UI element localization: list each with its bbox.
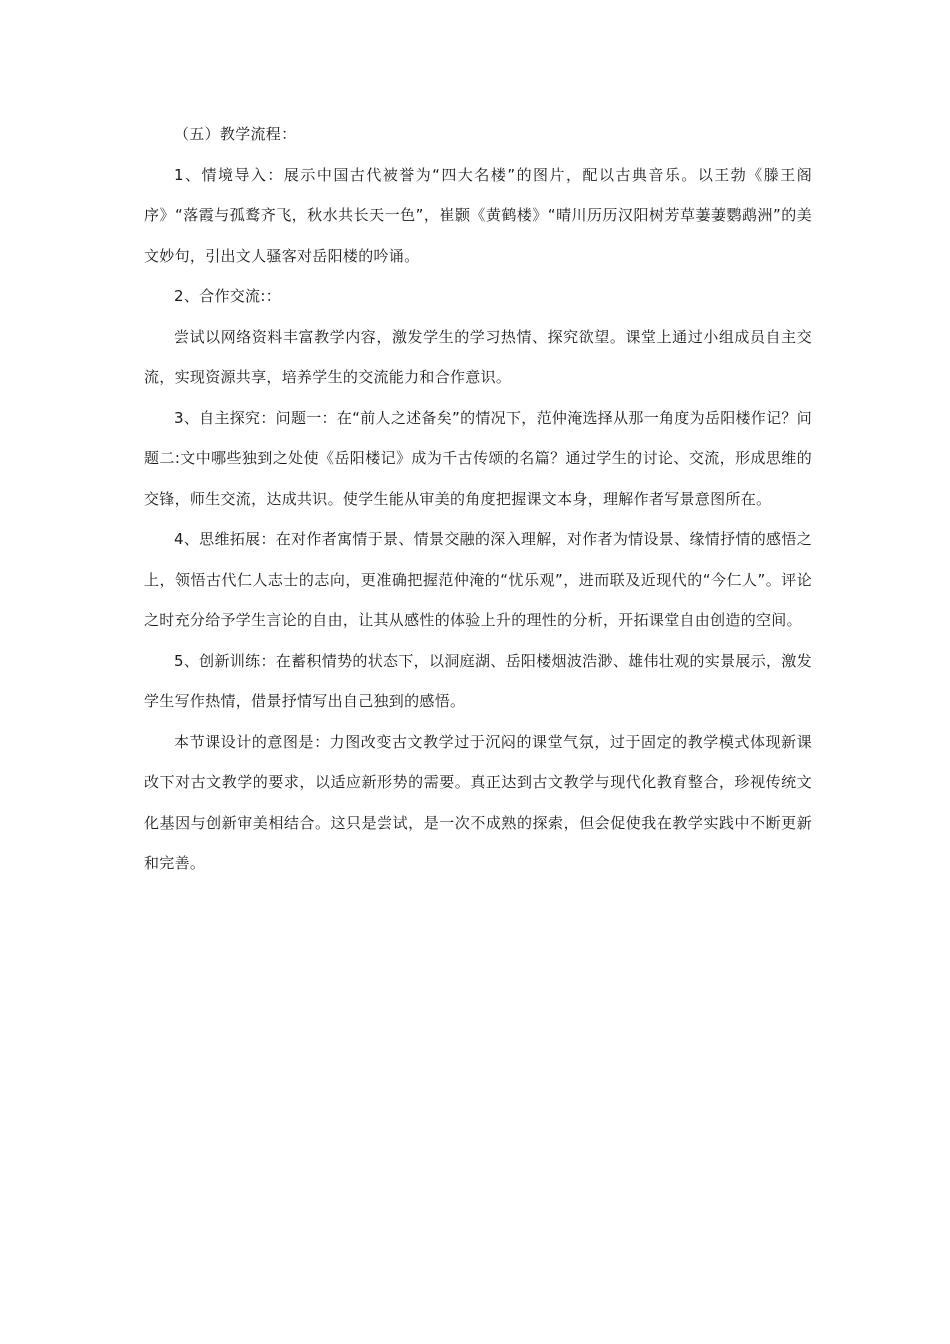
document-body (144, 114, 812, 884)
paragraph-innovation-training: 5、创新训练：在蓄积情势的状态下，以洞庭湖、岳阳楼烟波浩渺、雄伟壮观的实景展示，激发学生写作热情，借景抒情写出自己独到的感悟。 (144, 651, 812, 710)
paragraph-thinking-extension: 4、思维拓展：在对作者寓情于景、情景交融的深入理解，对作者为情设景、缘情抒情的感悟之上，领悟古代仁人志士的志向，更准确把握范仲淹的“忧乐观”，进而联及近现代的“今仁人”。评论之时充分给予学生言论的自由，让其从感性的体验上升的理性的分析，开拓课堂自由创造的空间。 (144, 530, 812, 629)
paragraph-cooperation-heading: 2、合作交流:： (174, 287, 281, 305)
paragraph-scenario-intro: 1、情境导入：展示中国古代被誉为“四大名楼”的图片，配以古典音乐。以王勃《滕王阁序》“落霞与孤鹜齐飞，秋水共长天一色”，崔颢《黄鹤楼》“晴川历历汉阳树芳草萋萋鹦鹉洲”的美文妙句，引出文人骚客对岳阳楼的吟诵。 (144, 165, 812, 265)
paragraph-design-intent: 本节课设计的意图是：力图改变古文教学过于沉闷的课堂气氛，过于固定的教学模式体现新课改下对古文教学的要求，以适应新形势的需要。真正达到古文教学与现代化教育整合，珍视传统文化基因与创新审美相结合。这只是尝试，是一次不成熟的探索，但会促使我在教学实践中不断更新和完善。 (144, 732, 812, 872)
paragraph-self-inquiry: 3、自主探究：问题一：在“前人之述备矣”的情况下，范仲淹选择从那一角度为岳阳楼作记？问题二:文中哪些独到之处使《岳阳楼记》成为千古传颂的名篇？通过学生的讨论、交流，形成思维的交锋，师生交流，达成共识。使学生能从审美的角度把握课文本身，理解作者写景意图所在。 (144, 408, 812, 508)
section-heading: （五）教学流程： (174, 125, 297, 143)
paragraph-cooperation-body: 尝试以网络资料丰富教学内容，激发学生的学习热情、探究欲望。课堂上通过小组成员自主交流，实现资源共享，培养学生的交流能力和合作意识。 (144, 327, 812, 386)
